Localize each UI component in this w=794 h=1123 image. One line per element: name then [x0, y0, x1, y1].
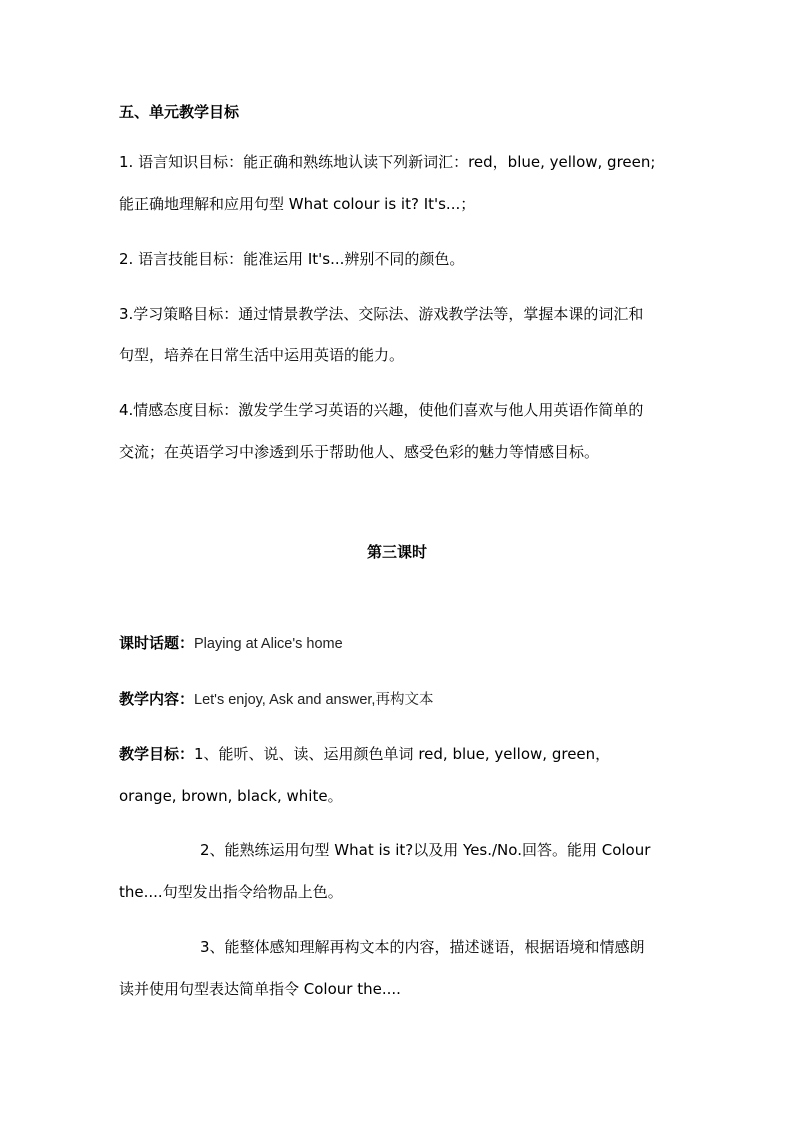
goal-1-line-2: orange, brown, black, white。	[119, 787, 343, 805]
objective-3-line-2: 句型，培养在日常生活中运用英语的能力。	[119, 346, 405, 364]
content-row	[119, 689, 433, 710]
goals-row	[119, 744, 610, 764]
topic-row	[119, 633, 343, 654]
goal-2-line-2: the....句型发出指令给物品上色。	[119, 883, 343, 901]
objective-1-line-1: 1. 语言知识目标：能正确和熟练地认读下列新词汇：red，blue, yellow, green;	[119, 153, 656, 171]
objective-4-line-2: 交流；在英语学习中渗透到乐于帮助他人、感受色彩的魅力等情感目标。	[119, 443, 600, 461]
goal-3-line-2: 读并使用句型表达简单指令 Colour the....	[119, 980, 401, 998]
objective-1-line-2: 能正确地理解和应用句型 What colour is it? It's...；	[119, 195, 476, 213]
objective-2-line-1: 2. 语言技能目标：能准运用 It's...辨别不同的颜色。	[119, 250, 465, 268]
goal-3-line-1: 3、能整体感知理解再构文本的内容，描述谜语，根据语境和情感朗	[200, 938, 645, 956]
objective-4-line-1: 4.情感态度目标：激发学生学习英语的兴趣，使他们喜欢与他人用英语作简单的	[119, 401, 644, 419]
topic-label: 课时话题：	[119, 634, 195, 652]
objective-3-line-1: 3.学习策略目标：通过情景教学法、交际法、游戏教学法等，掌握本课的词汇和	[119, 305, 644, 323]
topic-value: Playing at Alice's home	[194, 636, 343, 652]
goal-2-line-1: 2、能熟练运用句型 What is it?以及用 Yes./No.回答。能用 Colour	[200, 841, 651, 859]
section-heading: 五、单元教学目标	[119, 103, 240, 121]
goal-1-line-1: 1、能听、说、读、运用颜色单词 red, blue, yellow, green，	[194, 745, 611, 763]
lesson-title: 第三课时	[366, 543, 427, 561]
content-value: Let's enjoy, Ask and answer,再构文本	[194, 692, 434, 708]
goals-label: 教学目标：	[119, 745, 195, 763]
content-label: 教学内容：	[119, 690, 195, 708]
